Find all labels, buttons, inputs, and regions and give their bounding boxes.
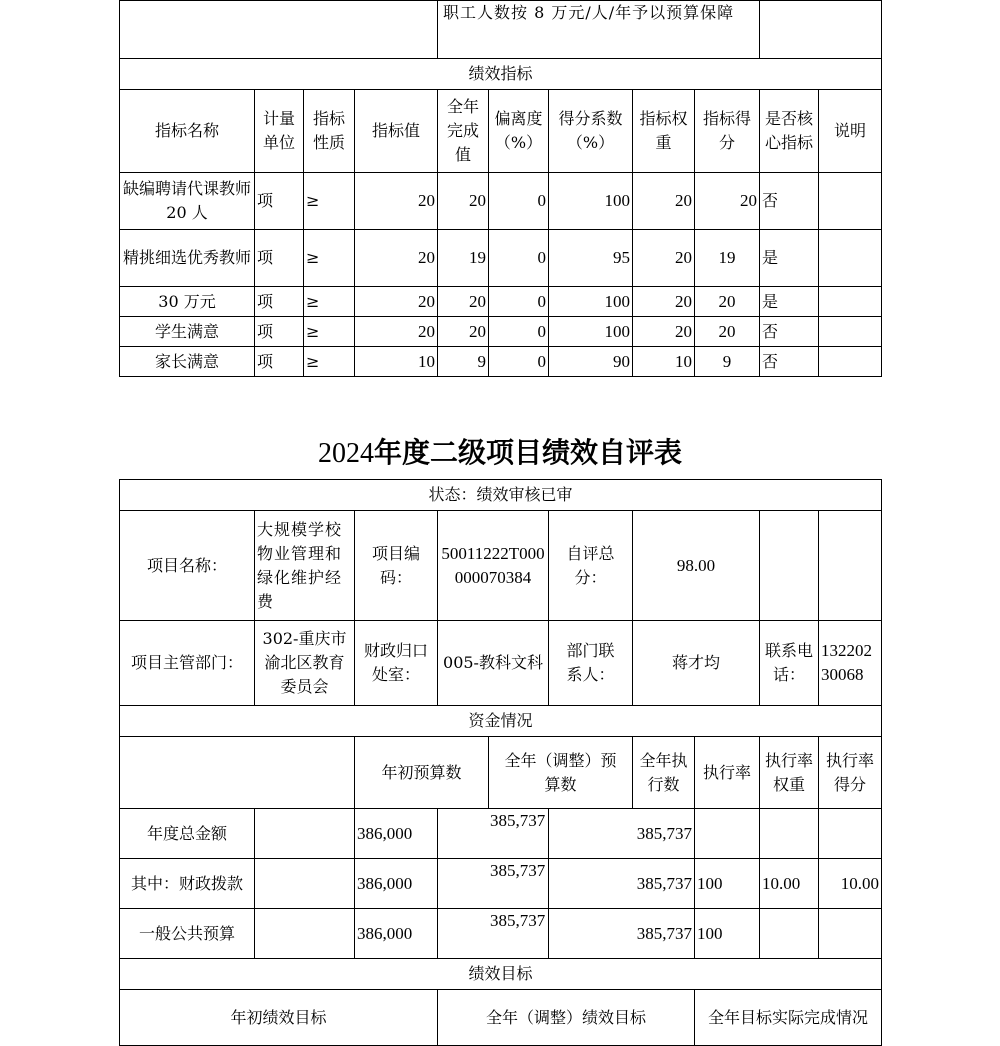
funds-executed: 385,737 <box>549 859 695 909</box>
finance-office: 005-教科文科 <box>438 621 549 706</box>
header-cell: 全年目标实际完成情况 <box>695 990 882 1046</box>
phone-label: 联系电话： <box>760 621 819 706</box>
indicator-nature: ≥ <box>304 230 355 287</box>
funds-weight: 10.00 <box>760 859 819 909</box>
indicator-unit: 项 <box>255 287 304 317</box>
indicator-value: 20 <box>355 230 438 287</box>
goals-header-row <box>120 990 882 1046</box>
header-cell: 指标值 <box>355 90 438 173</box>
indicator-core: 是 <box>760 230 819 287</box>
indicator-core: 否 <box>760 347 819 377</box>
indicator-nature: ≥ <box>304 287 355 317</box>
funds-initial: 386,000 <box>355 859 438 909</box>
indicator-score: 20 <box>695 317 760 347</box>
header-cell: 全年完成值 <box>438 90 489 173</box>
form-title-text: 年度二级项目绩效自评表 <box>373 436 682 469</box>
indicator-note <box>819 230 882 287</box>
indicator-deviation: 0 <box>489 230 549 287</box>
indicator-deviation: 0 <box>489 317 549 347</box>
indicator-name: 30 万元 <box>120 287 255 317</box>
empty-cell <box>760 1 882 59</box>
goals-section-title: 绩效目标 <box>120 959 882 990</box>
indicator-weight: 20 <box>633 173 695 230</box>
table-row <box>120 287 882 317</box>
funds-rate: 100 <box>695 859 760 909</box>
indicator-deviation: 0 <box>489 347 549 377</box>
project-name: 大规模学校物业管理和绿化维护经费 <box>255 511 355 621</box>
indicator-coef: 90 <box>549 347 633 377</box>
indicator-done: 9 <box>438 347 489 377</box>
table-row <box>120 173 882 230</box>
indicator-coef: 95 <box>549 230 633 287</box>
indicator-unit: 项 <box>255 230 304 287</box>
indicator-coef: 100 <box>549 317 633 347</box>
performance-indicator-table <box>119 0 882 377</box>
empty-cell <box>120 1 438 59</box>
indicator-note <box>819 317 882 347</box>
empty-cell <box>120 737 355 809</box>
indicator-value: 10 <box>355 347 438 377</box>
header-cell: 执行率权重 <box>760 737 819 809</box>
indicator-deviation: 0 <box>489 287 549 317</box>
project-code-label: 项目编码： <box>355 511 438 621</box>
indicator-done: 20 <box>438 317 489 347</box>
indicator-score: 19 <box>695 230 760 287</box>
funds-adjusted: 385,737 <box>438 809 549 859</box>
indicator-coef: 100 <box>549 173 633 230</box>
table-row <box>120 230 882 287</box>
indicator-note <box>819 287 882 317</box>
indicator-done: 19 <box>438 230 489 287</box>
contact-label: 部门联系人： <box>549 621 633 706</box>
header-cell: 指标性质 <box>304 90 355 173</box>
self-evaluation-form <box>119 479 882 1046</box>
indicator-nature: ≥ <box>304 347 355 377</box>
funds-score: 10.00 <box>819 859 882 909</box>
header-cell: 指标得分 <box>695 90 760 173</box>
funds-section-title: 资金情况 <box>120 706 882 737</box>
form-title-year: 2024 <box>317 438 374 469</box>
funds-weight <box>760 809 819 859</box>
indicator-weight: 20 <box>633 230 695 287</box>
self-score-label: 自评总分： <box>549 511 633 621</box>
table-row <box>120 347 882 377</box>
indicator-nature: ≥ <box>304 173 355 230</box>
funds-initial: 386,000 <box>355 909 438 959</box>
dept-label: 项目主管部门： <box>120 621 255 706</box>
status-row: 状态：绩效审核已审 <box>120 480 882 511</box>
dept: 302-重庆市渝北区教育委员会 <box>255 621 355 706</box>
contact: 蒋才均 <box>633 621 760 706</box>
funds-rate: 100 <box>695 909 760 959</box>
indicator-nature: ≥ <box>304 317 355 347</box>
indicator-deviation: 0 <box>489 173 549 230</box>
empty-cell <box>255 909 355 959</box>
funds-score <box>819 909 882 959</box>
header-cell: 指标名称 <box>120 90 255 173</box>
indicator-done: 20 <box>438 287 489 317</box>
funding-note: 职工人数按 8 万元/人/年予以预算保障 <box>438 1 760 59</box>
header-cell: 说明 <box>819 90 882 173</box>
table-row <box>120 859 882 909</box>
section-title-indicators: 绩效指标 <box>120 59 882 90</box>
indicator-name: 缺编聘请代课教师 20 人 <box>120 173 255 230</box>
funds-adjusted: 385,737 <box>438 909 549 959</box>
indicator-score: 9 <box>695 347 760 377</box>
table-row <box>120 909 882 959</box>
indicator-weight: 20 <box>633 317 695 347</box>
header-cell: 执行率 <box>695 737 760 809</box>
indicator-core: 是 <box>760 287 819 317</box>
indicator-unit: 项 <box>255 317 304 347</box>
indicator-name: 家长满意 <box>120 347 255 377</box>
indicator-weight: 20 <box>633 287 695 317</box>
indicator-core: 否 <box>760 317 819 347</box>
funds-executed: 385,737 <box>549 909 695 959</box>
empty-cell <box>760 511 819 621</box>
funds-initial: 386,000 <box>355 809 438 859</box>
header-cell: 偏离度（%） <box>489 90 549 173</box>
form-title <box>0 433 1000 474</box>
phone: 13220230068 <box>819 621 882 706</box>
indicator-weight: 10 <box>633 347 695 377</box>
table-row <box>120 809 882 859</box>
indicator-header-row <box>120 90 882 173</box>
funds-adjusted: 385,737 <box>438 859 549 909</box>
indicator-score: 20 <box>695 173 760 230</box>
indicator-coef: 100 <box>549 287 633 317</box>
funds-row-label: 一般公共预算 <box>120 909 255 959</box>
self-score: 98.00 <box>633 511 760 621</box>
empty-cell <box>255 859 355 909</box>
funds-row-label: 其中：财政拨款 <box>120 859 255 909</box>
header-cell: 全年（调整）预算数 <box>489 737 633 809</box>
finance-office-label: 财政归口处室： <box>355 621 438 706</box>
header-cell: 年初绩效目标 <box>120 990 438 1046</box>
indicator-value: 20 <box>355 173 438 230</box>
indicator-name: 学生满意 <box>120 317 255 347</box>
project-name-label: 项目名称： <box>120 511 255 621</box>
empty-cell <box>819 511 882 621</box>
header-cell: 得分系数（%） <box>549 90 633 173</box>
header-cell: 计量单位 <box>255 90 304 173</box>
indicator-unit: 项 <box>255 173 304 230</box>
funds-weight <box>760 909 819 959</box>
project-info-row <box>120 511 882 621</box>
funds-executed: 385,737 <box>549 809 695 859</box>
header-cell: 全年执行数 <box>633 737 695 809</box>
indicator-value: 20 <box>355 317 438 347</box>
empty-cell <box>255 809 355 859</box>
indicator-note <box>819 173 882 230</box>
header-cell: 执行率得分 <box>819 737 882 809</box>
funds-rate <box>695 809 760 859</box>
department-row <box>120 621 882 706</box>
funds-score <box>819 809 882 859</box>
table-row <box>120 317 882 347</box>
header-cell: 是否核心指标 <box>760 90 819 173</box>
indicator-note <box>819 347 882 377</box>
indicator-unit: 项 <box>255 347 304 377</box>
header-cell: 全年（调整）绩效目标 <box>438 990 695 1046</box>
header-cell: 指标权重 <box>633 90 695 173</box>
project-code: 50011222T000000070384 <box>438 511 549 621</box>
header-cell: 年初预算数 <box>355 737 489 809</box>
funds-header-row <box>120 737 882 809</box>
indicator-score: 20 <box>695 287 760 317</box>
funds-row-label: 年度总金额 <box>120 809 255 859</box>
indicator-value: 20 <box>355 287 438 317</box>
indicator-done: 20 <box>438 173 489 230</box>
indicator-name: 精挑细选优秀教师 <box>120 230 255 287</box>
indicator-core: 否 <box>760 173 819 230</box>
